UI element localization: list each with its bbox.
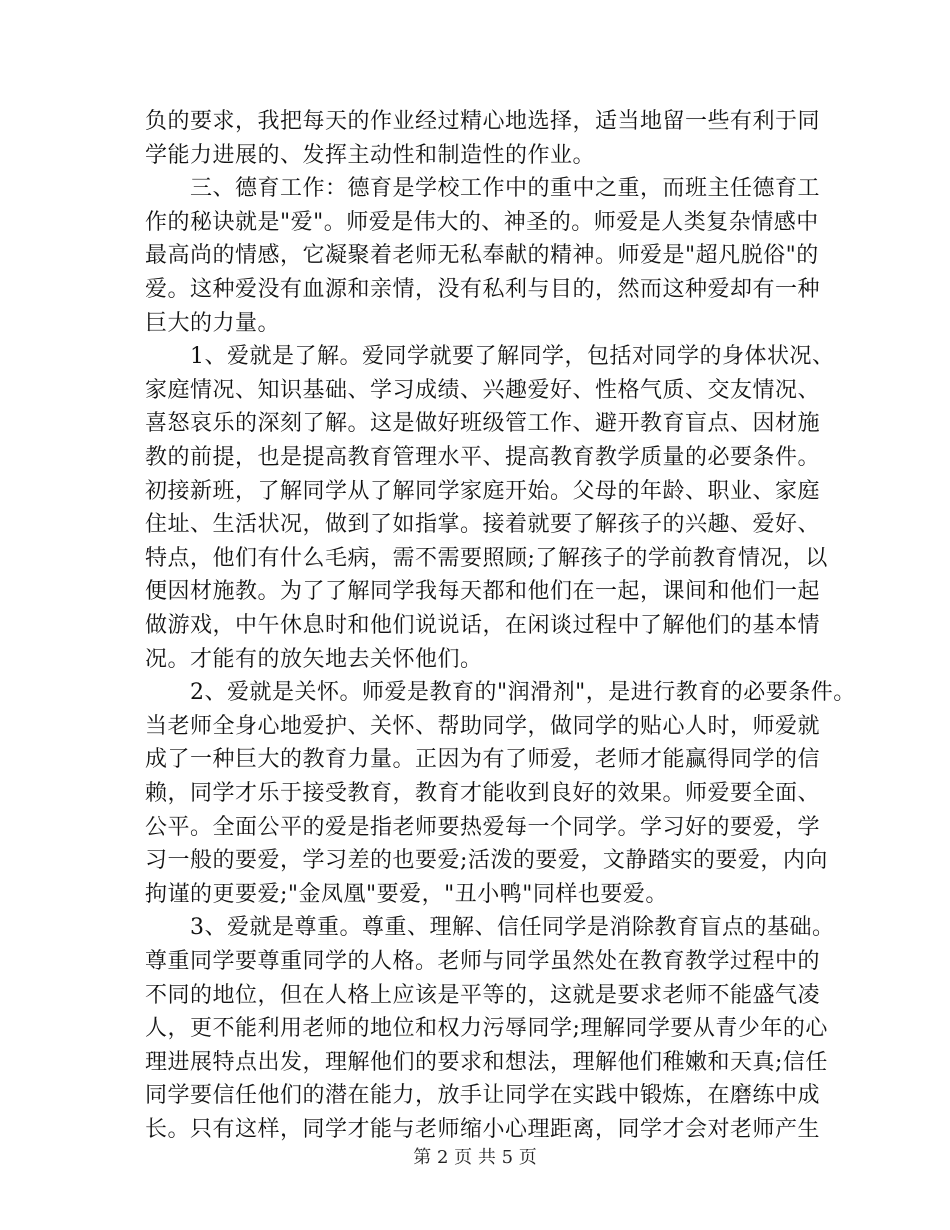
text-line: 喜怒哀乐的深刻了解。这是做好班级管工作、避开教育盲点、因材施 bbox=[145, 411, 821, 437]
text-line: 理进展特点出发，理解他们的要求和想法，理解他们稚嫩和天真;信任 bbox=[145, 1049, 828, 1075]
text-line: 2、爱就是关怀。师爱是教育的"润滑剂"，是进行教育的必要条件。 bbox=[145, 680, 856, 706]
text-line: 学能力进展的、发挥主动性和制造性的作业。 bbox=[145, 142, 596, 168]
text-line: 长。只有这样，同学才能与老师缩小心理距离，同学才会对老师产生 bbox=[145, 1117, 821, 1142]
text-line: 不同的地位，但在人格上应该是平等的，这就是要求老师不能盛气凌 bbox=[145, 982, 821, 1008]
text-line: 便因材施教。为了了解同学我每天都和他们在一起，课间和他们一起 bbox=[145, 579, 821, 605]
text-line: 三、德育工作：德育是学校工作中的重中之重，而班主任德育工 bbox=[145, 176, 821, 202]
text-line: 公平。全面公平的爱是指老师要热爱每一个同学。学习好的要爱，学 bbox=[145, 814, 821, 840]
text-line: 做游戏，中午休息时和他们说说话，在闲谈过程中了解他们的基本情 bbox=[145, 613, 821, 638]
text-line: 负的要求，我把每天的作业经过精心地选择，适当地留一些有利于同 bbox=[145, 109, 821, 134]
text-line: 赖，同学才乐于接受教育，教育才能收到良好的效果。师爱要全面、 bbox=[145, 781, 821, 806]
text-line: 人，更不能利用老师的地位和权力污辱同学;理解同学要从青少年的心 bbox=[145, 1016, 828, 1042]
text-line: 作的秘诀就是"爱"。师爱是伟大的、神圣的。师爱是人类复杂情感中 bbox=[145, 209, 819, 235]
page-footer: 第 2 页 共 5 页 bbox=[413, 1147, 537, 1168]
text-line: 家庭情况、知识基础、学习成绩、兴趣爱好、性格气质、交友情况、 bbox=[145, 377, 821, 403]
text-line: 成了一种巨大的教育力量。正因为有了师爱，老师才能赢得同学的信 bbox=[145, 747, 821, 773]
text-line: 教的前提，也是提高教育管理水平、提高教育教学质量的必要条件。 bbox=[145, 445, 821, 470]
text-line: 习一般的要爱，学习差的也要爱;活泼的要爱，文静踏实的要爱，内向 bbox=[145, 848, 828, 874]
text-line: 特点，他们有什么毛病，需不需要照顾;了解孩子的学前教育情况，以 bbox=[145, 545, 828, 571]
text-line: 住址、生活状况，做到了如指掌。接着就要了解孩子的兴趣、爱好、 bbox=[145, 512, 821, 538]
text-line: 拘谨的更要爱;"金凤凰"要爱，"丑小鸭"同样也要爱。 bbox=[145, 881, 668, 907]
text-line: 巨大的力量。 bbox=[145, 310, 281, 336]
text-line: 同学要信任他们的潜在能力，放手让同学在实践中锻炼，在磨练中成 bbox=[145, 1083, 821, 1109]
text-line: 1、爱就是了解。爱同学就要了解同学，包括对同学的身体状况、 bbox=[145, 344, 835, 370]
text-line: 最高尚的情感，它凝聚着老师无私奉献的精神。师爱是"超凡脱俗"的 bbox=[145, 243, 819, 269]
text-line: 初接新班，了解同学从了解同学家庭开始。父母的年龄、职业、家庭 bbox=[145, 478, 821, 504]
text-line: 爱。这种爱没有血源和亲情，没有私利与目的，然而这种爱却有一种 bbox=[145, 277, 821, 302]
text-line: 尊重同学要尊重同学的人格。老师与同学虽然处在教育教学过程中的 bbox=[145, 949, 821, 974]
text-line: 3、爱就是尊重。尊重、理解、信任同学是消除教育盲点的基础。 bbox=[145, 915, 835, 941]
text-line: 况。才能有的放矢地去关怀他们。 bbox=[145, 646, 483, 672]
text-line: 当老师全身心地爱护、关怀、帮助同学，做同学的贴心人时，师爱就 bbox=[145, 713, 821, 739]
